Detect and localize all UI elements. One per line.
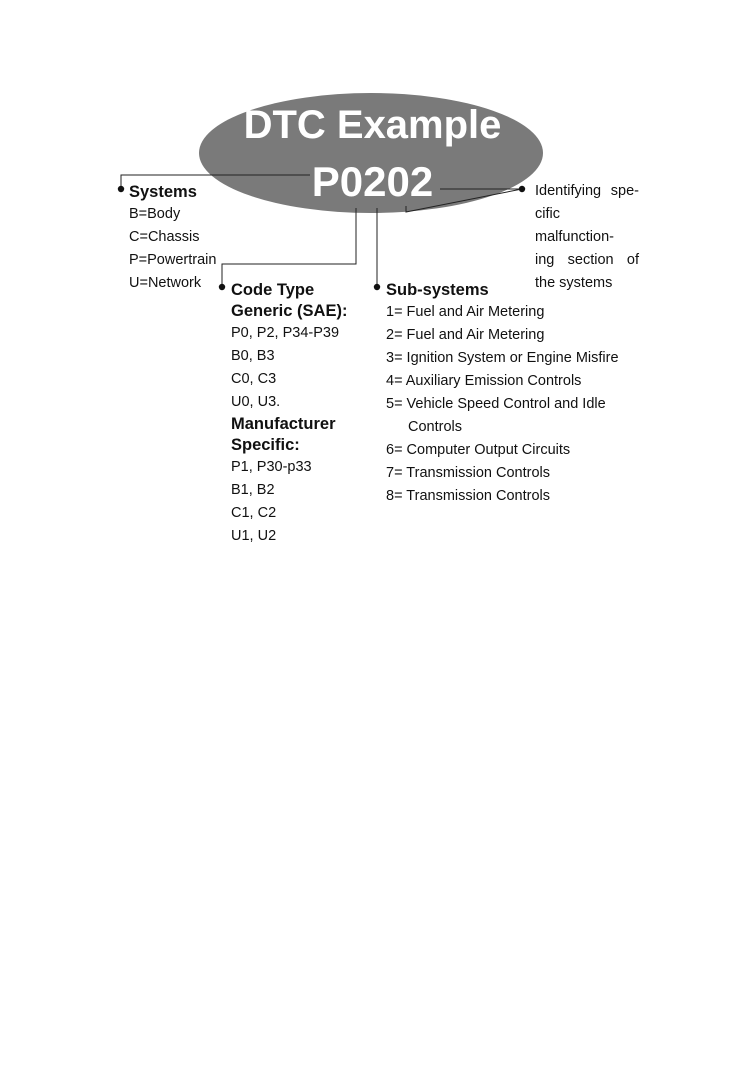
title-line-1: DTC Example bbox=[243, 103, 502, 147]
sub-systems-item: 8= Transmission Controls bbox=[386, 488, 550, 504]
identifying-line: cific malfunction- bbox=[535, 206, 614, 245]
systems-item: U=Network bbox=[129, 275, 202, 291]
identifying-line: ing section of bbox=[535, 252, 639, 268]
sub-systems-section bbox=[386, 280, 619, 508]
generic-item: P0, P2, P34-P39 bbox=[231, 325, 340, 341]
title-line-2: P0202 bbox=[311, 158, 434, 205]
manufacturer-item: B1, B2 bbox=[231, 482, 275, 498]
generic-item: U0, U3. bbox=[231, 394, 281, 410]
systems-item: B=Body bbox=[129, 206, 181, 222]
systems-section bbox=[129, 182, 216, 295]
sub-systems-item-continuation: Controls bbox=[408, 419, 462, 435]
generic-item: B0, B3 bbox=[231, 348, 275, 364]
sub-systems-item: 5= Vehicle Speed Control and Idle bbox=[386, 396, 606, 412]
generic-heading: Generic (SAE): bbox=[231, 302, 348, 320]
sub-systems-item: 2= Fuel and Air Metering bbox=[386, 327, 545, 343]
sub-systems-heading: Sub-systems bbox=[386, 281, 489, 299]
systems-item: P=Powertrain bbox=[129, 252, 217, 268]
sub-systems-item: 6= Computer Output Circuits bbox=[386, 442, 571, 458]
manufacturer-heading: Manufacturer bbox=[231, 415, 336, 433]
manufacturer-item: P1, P30-p33 bbox=[231, 459, 312, 475]
identifying-line: Identifying spe- bbox=[535, 183, 639, 199]
generic-item: C0, C3 bbox=[231, 371, 277, 387]
systems-bullet bbox=[118, 186, 124, 192]
code-type-bullet bbox=[219, 284, 225, 290]
sub-systems-item: 1= Fuel and Air Metering bbox=[386, 304, 545, 320]
sub-systems-bullet bbox=[374, 284, 380, 290]
code-type-heading: Code Type bbox=[231, 281, 315, 299]
identifying-line: the systems bbox=[535, 275, 613, 291]
code-type-connector bbox=[222, 208, 356, 286]
manufacturer-item: U1, U2 bbox=[231, 528, 277, 544]
manufacturer-item: C1, C2 bbox=[231, 505, 277, 521]
systems-heading: Systems bbox=[129, 183, 197, 201]
code-type-section bbox=[231, 280, 347, 548]
manufacturer-heading: Specific: bbox=[231, 436, 300, 454]
sub-systems-item: 7= Transmission Controls bbox=[386, 465, 550, 481]
identifying-description bbox=[535, 180, 639, 295]
systems-item: C=Chassis bbox=[129, 229, 200, 245]
sub-systems-item: 4= Auxiliary Emission Controls bbox=[386, 373, 582, 389]
sub-systems-item: 3= Ignition System or Engine Misfire bbox=[386, 350, 619, 366]
